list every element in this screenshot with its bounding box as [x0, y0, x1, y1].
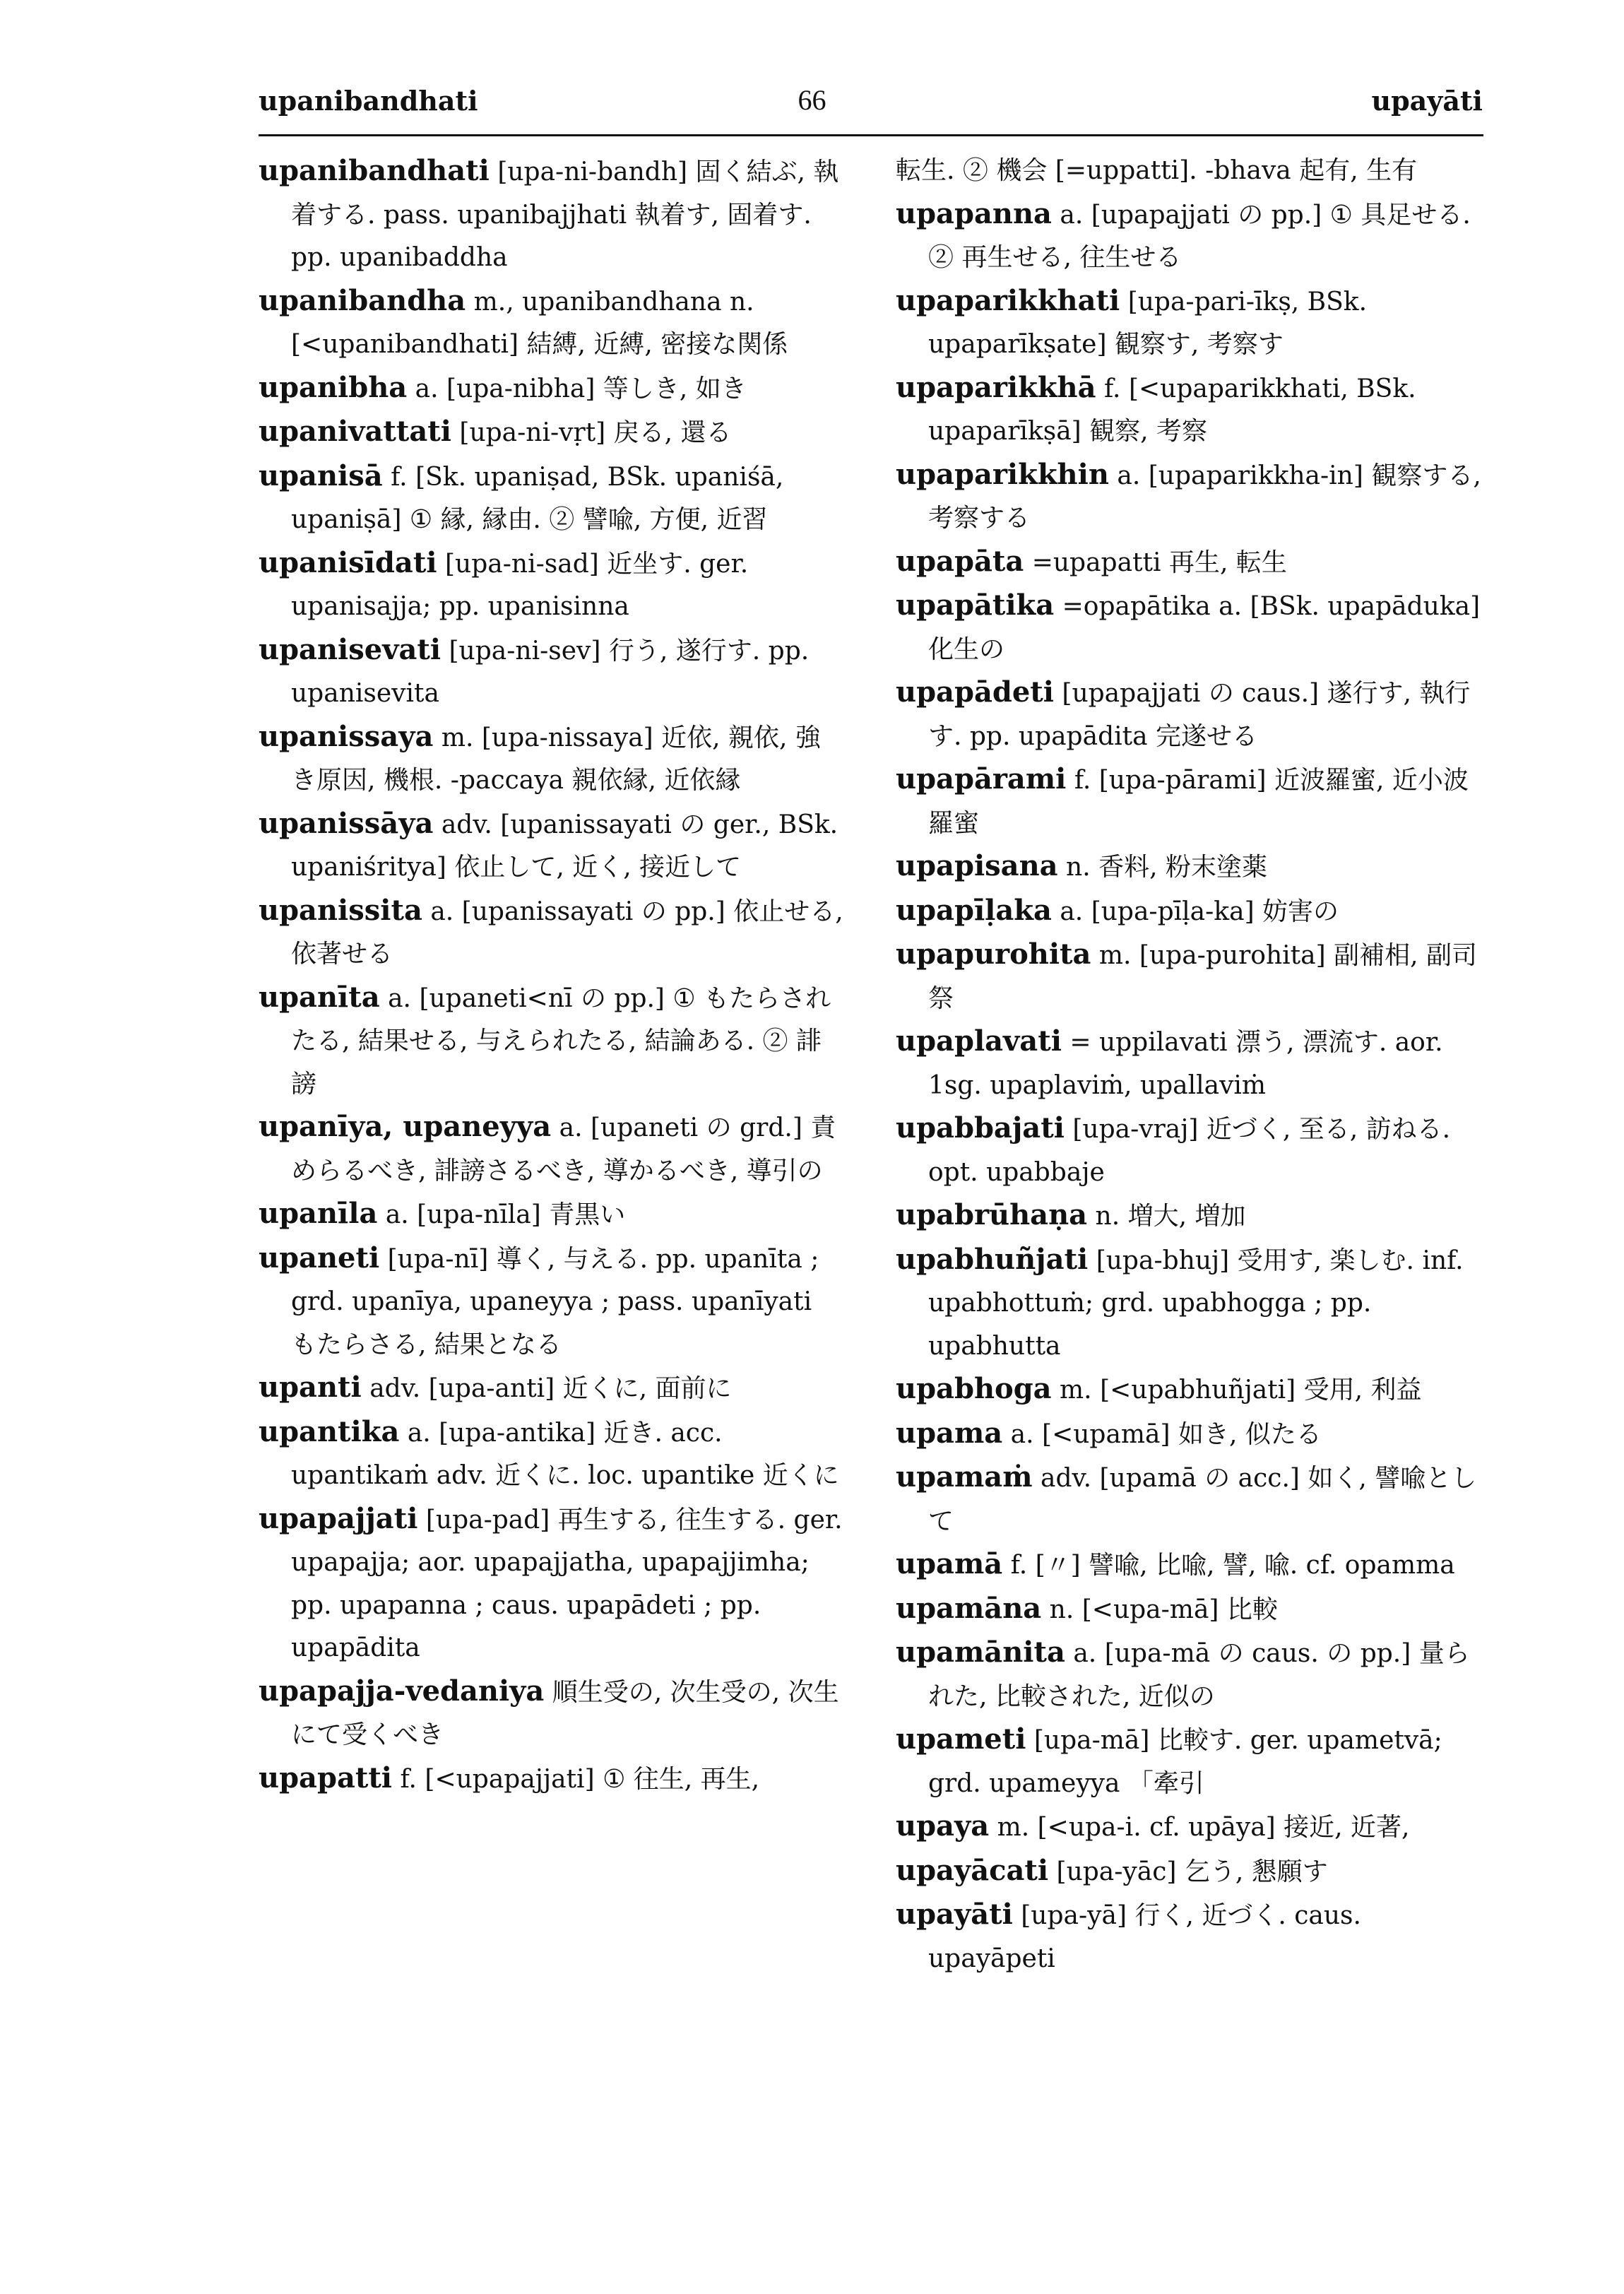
dictionary-entry: [896, 758, 1482, 845]
entry-headword: upabhuñjati: [896, 1242, 1089, 1276]
dictionary-entry: [896, 1456, 1482, 1543]
entry-headword: upaparikkhā: [896, 370, 1096, 404]
dictionary-entry: [896, 150, 1482, 193]
entry-headword: upapatti: [259, 1761, 393, 1795]
dictionary-entry: [896, 1631, 1482, 1718]
entry-definition: adv. [upa-anti] 近くに, 面前に: [369, 1374, 732, 1403]
entry-headword: upanissita: [259, 893, 422, 927]
dictionary-entry: [896, 367, 1482, 454]
dictionary-entry: [896, 1543, 1482, 1588]
entry-headword: upapāta: [896, 544, 1024, 578]
dictionary-entry: [259, 1670, 845, 1757]
entry-definition: a. [upaparikkha-in] 観察する, 考察する: [928, 461, 1481, 533]
entry-headword: upanibandha: [259, 283, 466, 317]
dictionary-entry: [259, 1237, 845, 1367]
entry-definition: [upa-ni-vṛt] 戻る, 還る: [459, 418, 732, 447]
entry-definition: [upa-ni-sad] 近坐す. ger. upanisajja; pp. upanisinna: [291, 549, 749, 621]
entry-headword: upayāti: [896, 1898, 1013, 1931]
dictionary-entry: [896, 1412, 1482, 1457]
entry-headword: upapisana: [896, 849, 1058, 882]
entry-definition: = uppilavati 漂う, 漂流す. aor. 1sg. upaplaviṁ, upallaviṁ: [928, 1028, 1443, 1100]
entry-headword: upanissāya: [259, 806, 434, 840]
entry-headword: upapādeti: [896, 675, 1054, 709]
entry-definition: f. [upa-pārami] 近波羅蜜, 近小波羅蜜: [928, 766, 1469, 838]
dictionary-entry: [259, 629, 845, 716]
entry-headword: upanisīdati: [259, 545, 437, 579]
entry-definition: [upa-pari-īkṣ, BSk. upaparīkṣate] 観察す, 考察す: [928, 287, 1368, 359]
dictionary-entry: [896, 280, 1482, 367]
dictionary-entry: [896, 1718, 1482, 1805]
entry-headword: upapajjati: [259, 1501, 418, 1535]
entry-definition: m. [<upa-i. cf. upāya] 接近, 近著,: [997, 1813, 1410, 1842]
entry-headword: upaneti: [259, 1241, 380, 1275]
dictionary-entry: [259, 1757, 845, 1802]
entry-definition: f. [〃] 譬喩, 比喩, 譬, 喩. cf. opamma: [1010, 1551, 1455, 1580]
entry-headword: upamānita: [896, 1636, 1065, 1669]
entry-definition: [upa-yāc] 乞う, 懇願す: [1056, 1857, 1328, 1886]
entry-headword: upanivattati: [259, 415, 451, 448]
entry-definition: a. [upanissayati の pp.] 依止せる, 依著せる: [291, 897, 843, 969]
dictionary-entry: [259, 1411, 845, 1498]
entry-definition: [upa-ni-bandh] 固く結ぶ, 執着する. pass. upanibajjhati 執着す, 固着す. pp. upanibaddha: [291, 158, 839, 272]
entry-definition: 順生受の, 次生受の, 次生にて受くべき: [291, 1677, 839, 1749]
entry-headword: upanīya, upaneyya: [259, 1110, 552, 1143]
entry-definition: [upa-vraj] 近づく, 至る, 訪ねる. opt. upabbaje: [928, 1115, 1451, 1187]
dictionary-entry: [896, 540, 1482, 585]
entry-headword: upamā: [896, 1547, 1003, 1580]
entry-definition: [upa-nī] 導く, 与える. pp. upanīta ; grd. upanīya, upaneyya ; pass. upanīyati もたらさる, 結果となる: [291, 1244, 819, 1359]
entry-definition: [upa-pad] 再生する, 往生する. ger. upapajja; aor. upapajjatha, upapajjimha; pp. upapanna ; caus. upapādeti ; pp. upapādita: [291, 1505, 843, 1662]
dictionary-entry: [259, 976, 845, 1106]
dictionary-entry: [896, 193, 1482, 280]
entry-definition: n. 香料, 粉末塗薬: [1066, 853, 1267, 882]
entry-definition: f. [Sk. upaniṣad, BSk. upaniśā, upaniṣā] ① 縁, 縁由. ② 譬喩, 方便, 近習: [291, 462, 784, 534]
entry-definition: [upapajjati の caus.] 遂行す, 執行す. pp. upapādita 完遂せる: [928, 679, 1471, 751]
left-column: [259, 150, 845, 1801]
dictionary-entry: [259, 367, 845, 411]
dictionary-entry: [259, 280, 845, 367]
entry-headword: upabhoga: [896, 1372, 1052, 1405]
entry-definition: m. [<upabhuñjati] 受用, 利益: [1060, 1376, 1422, 1405]
dictionary-entry: [896, 454, 1482, 540]
entry-definition: a. [upa-pīḷa-ka] 妨害の: [1060, 897, 1339, 926]
entry-definition: [upa-ni-sev] 行う, 遂行す. pp. upanisevita: [291, 636, 810, 708]
dictionary-entry: [896, 889, 1482, 934]
dictionary-entry: [259, 1366, 845, 1411]
entry-definition: n. [<upa-mā] 比較: [1049, 1595, 1278, 1624]
dictionary-entry: [896, 671, 1482, 758]
dictionary-entry: [896, 845, 1482, 889]
entry-definition: a. [upa-nibha] 等しき, 如き: [415, 374, 747, 403]
entry-headword: upameti: [896, 1722, 1026, 1756]
entry-headword: upapurohita: [896, 938, 1091, 971]
entry-definition: [upa-yā] 行く, 近づく. caus. upayāpeti: [928, 1901, 1361, 1973]
entry-headword: upapanna: [896, 196, 1052, 230]
entry-headword: upapārami: [896, 762, 1067, 796]
dictionary-entry: [259, 1498, 845, 1670]
entry-headword: upamaṁ: [896, 1460, 1033, 1494]
dictionary-entry: [259, 455, 845, 542]
entry-headword: upaplavati: [896, 1024, 1062, 1058]
entry-headword: upanibha: [259, 370, 408, 404]
entry-headword: upapajja-vedaniya: [259, 1674, 545, 1708]
dictionary-entry: [896, 1588, 1482, 1632]
entry-definition: =upapatti 再生, 転生: [1031, 548, 1287, 577]
dictionary-entry: [259, 1106, 845, 1193]
dictionary-entry: [259, 716, 845, 803]
entry-definition: f. [<upaparikkhati, BSk. upaparīkṣā] 観察, 考察: [928, 374, 1416, 446]
entry-headword: upanibandhati: [259, 154, 490, 187]
entry-definition: m., upanibandhana n. [<upanibandhati] 結縛, 近縛, 密接な関係: [291, 287, 788, 359]
entry-definition: f. [<upapajjati] ① 往生, 再生,: [400, 1764, 760, 1794]
dictionary-entry: [896, 1893, 1482, 1980]
entry-definition: a. [upaneti<nī の pp.] ① もたらされたる, 結果せる, 与えられたる, 結論ある. ② 誹謗: [291, 983, 831, 1099]
dictionary-entry: [259, 150, 845, 280]
running-head-right: upayāti: [1371, 85, 1483, 117]
entry-headword: upanissaya: [259, 719, 434, 753]
dictionary-entry: [259, 410, 845, 455]
entry-headword: upanisevati: [259, 632, 441, 666]
entry-headword: upapātika: [896, 589, 1055, 622]
dictionary-entry: [259, 1193, 845, 1237]
entry-headword: upantika: [259, 1414, 400, 1448]
entry-definition: m. [upa-purohita] 副補相, 副司祭: [928, 941, 1477, 1013]
entry-headword: upayācati: [896, 1853, 1049, 1887]
entry-definition: a. [upa-mā の caus. の pp.] 量られた, 比較された, 近似の: [928, 1639, 1470, 1711]
entry-definition: =opapātika a. [BSk. upapāduka] 化生の: [928, 592, 1481, 664]
entry-headword: upapīḷaka: [896, 893, 1052, 927]
entry-headword: upaparikkhati: [896, 283, 1120, 317]
entry-headword: upama: [896, 1416, 1003, 1450]
entry-definition: a. [upa-antika] 近き. acc. upantikaṁ adv. 近くに. loc. upantike 近くに: [291, 1418, 839, 1490]
right-column: [896, 150, 1482, 1980]
dictionary-entry: [896, 1850, 1482, 1894]
entry-headword: upabrūhaṇa: [896, 1198, 1088, 1231]
running-head-left: upanibandhati: [259, 85, 478, 117]
dictionary-entry: [896, 1368, 1482, 1412]
entry-definition: adv. [upamā の acc.] 如く, 譬喩として: [928, 1464, 1477, 1536]
entry-definition: n. 増大, 増加: [1095, 1202, 1246, 1231]
entry-headword: upabbajati: [896, 1111, 1065, 1145]
entry-headword: upanisā: [259, 459, 383, 492]
dictionary-entry: [896, 1805, 1482, 1850]
dictionary-entry: [259, 889, 845, 976]
dictionary-entry: [896, 1238, 1482, 1368]
entry-definition: adv. [upanissayati の ger., BSk. upaniśritya] 依止して, 近く, 接近して: [291, 810, 838, 882]
entry-definition: a. [upapajjati の pp.] ① 具足せる. ② 再生せる, 往生せる: [928, 200, 1471, 272]
entry-definition: a. [upaneti の grd.] 責めらるべき, 誹謗さるべき, 導かるべき, 導引の: [291, 1113, 836, 1186]
dictionary-entry: [896, 933, 1482, 1020]
dictionary-entry: [896, 584, 1482, 671]
entry-definition: [upa-mā] 比較す. ger. upametvā; grd. upameyya 「牽引: [928, 1726, 1442, 1798]
entry-headword: upaya: [896, 1809, 990, 1843]
page-number: 66: [798, 84, 826, 116]
dictionary-entry: [259, 542, 845, 629]
entry-headword: upanīla: [259, 1197, 378, 1230]
entry-definition: a. [<upamā] 如き, 似たる: [1010, 1419, 1322, 1449]
entry-headword: upaparikkhin: [896, 457, 1109, 491]
header-rule: [259, 134, 1483, 136]
entry-headword: upanīta: [259, 980, 380, 1014]
entry-definition: [upa-bhuj] 受用す, 楽しむ. inf. upabhottuṁ; grd. upabhogga ; pp. upabhutta: [928, 1246, 1464, 1361]
dictionary-entry: [896, 1107, 1482, 1194]
dictionary-entry: [259, 803, 845, 889]
dictionary-entry: [896, 1020, 1482, 1107]
dictionary-entry: [896, 1194, 1482, 1238]
entry-definition: m. [upa-nissaya] 近依, 親依, 強き原因, 機根. -paccaya 親依縁, 近依縁: [291, 723, 821, 795]
entry-headword: upamāna: [896, 1591, 1042, 1625]
entry-headword: upanti: [259, 1371, 362, 1404]
entry-definition: 転生. ② 機会 [=uppatti]. -bhava 起有, 生有: [896, 156, 1418, 185]
entry-definition: a. [upa-nīla] 青黒い: [385, 1200, 626, 1229]
